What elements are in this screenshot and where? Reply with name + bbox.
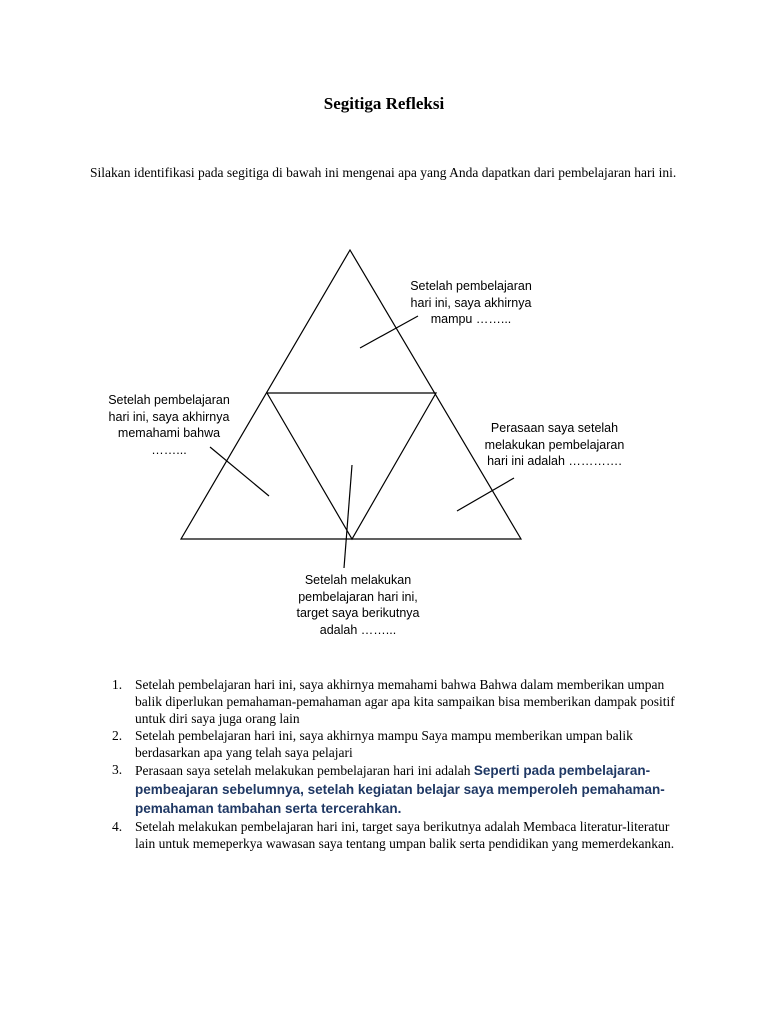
answer-text: Setelah pembelajaran hari ini, saya akhirnya mampu Saya mampu memberikan umpan balik berdasarkan apa yang telah saya pelajari — [135, 728, 633, 760]
pointer-right — [457, 478, 514, 511]
answer-text: Setelah pembelajaran hari ini, saya akhirnya memahami bahwa Bahwa dalam memberikan umpan balik diperlukan pemahaman-pemahaman agar apa kita sampaikan bisa memberikan dampak positif untuk diri saya juga orang lain — [135, 677, 675, 726]
list-item — [90, 676, 690, 727]
label-bottom: Setelah melakukan pembelajaran hari ini, target saya berikutnya adalah ……... — [296, 573, 420, 637]
list-item — [90, 727, 690, 761]
list-number: 3. — [112, 762, 123, 777]
page-title: Segitiga Refleksi — [323, 94, 445, 113]
label-top: Setelah pembelajaran hari ini, saya akhirnya mampu ……... — [410, 279, 532, 326]
answer-list — [90, 676, 690, 852]
intro-paragraph: Silakan identifikasi pada segitiga di bawah ini mengenai apa yang Anda dapatkan dari pembelajaran hari ini. — [90, 165, 677, 180]
answer-text: Perasaan saya setelah melakukan pembelajaran hari ini adalah — [135, 763, 474, 778]
list-number: 1. — [112, 677, 123, 692]
list-item — [90, 761, 690, 818]
list-number: 2. — [112, 728, 123, 743]
list-item — [90, 818, 690, 852]
answer-emphasis: Seperti pada pembelajaran-pembeajaran sebelumnya, setelah kegiatan belajar saya memperoleh pemahaman-pemahaman tambahan serta tercerahkan. — [135, 763, 665, 816]
label-right: Perasaan saya setelah melakukan pembelajaran hari ini adalah …………. — [484, 421, 625, 468]
pointer-bottom — [344, 465, 352, 568]
label-left: Setelah pembelajaran hari ini, saya akhirnya memahami bahwa ……... — [108, 393, 230, 457]
list-number: 4. — [112, 819, 123, 834]
answer-text: Setelah melakukan pembelajaran hari ini, target saya berikutnya adalah Membaca literatur-literatur lain untuk memeperkya wawasan saya tentang umpan balik serta pendidikan yang memerdekankan. — [135, 819, 675, 851]
